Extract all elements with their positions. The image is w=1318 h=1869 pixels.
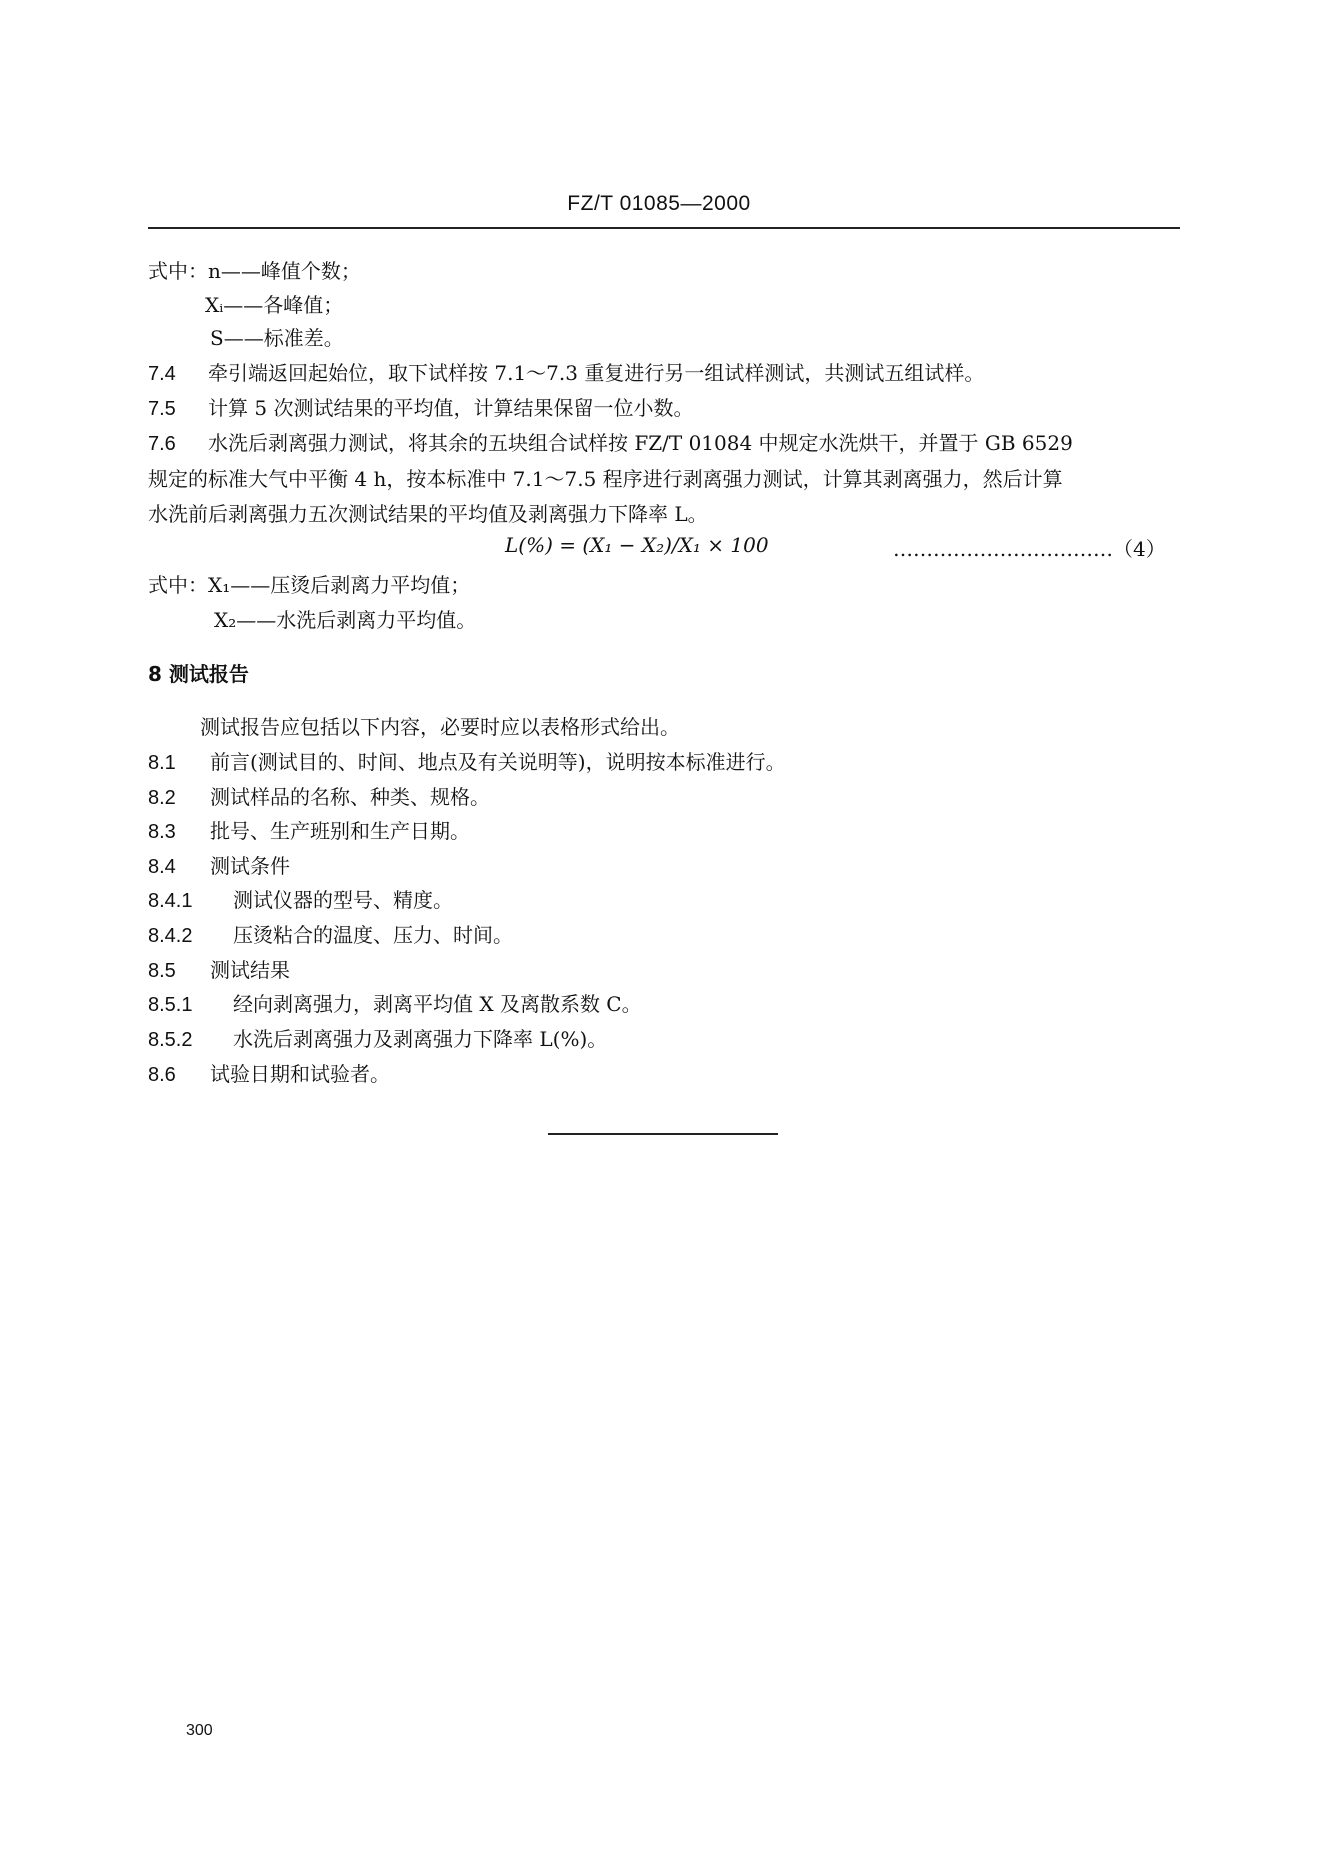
equation-4: L(%) = (X₁ − X₂)/X₁ × 100 xyxy=(505,533,769,557)
item-number: 8.5.2 xyxy=(148,1029,193,1051)
definition-xi: Xᵢ——各峰值； xyxy=(205,293,344,317)
report-item xyxy=(148,922,513,949)
section-8-title: 8 测试报告 xyxy=(148,662,249,686)
clause-text: 牵引端返回起始位，取下试样按 7.1～7.3 重复进行另一组试样测试，共测试五组试样。 xyxy=(208,361,985,385)
report-item xyxy=(148,887,453,914)
item-number: 8.2 xyxy=(148,787,176,809)
clause-7-4 xyxy=(148,360,984,387)
clause-7-6 xyxy=(148,430,1073,457)
clause-text: 计算 5 次测试结果的平均值，计算结果保留一位小数。 xyxy=(208,396,694,420)
end-rule xyxy=(548,1133,778,1135)
clause-7-6-line2: 规定的标准大气中平衡 4 h，按本标准中 7.1～7.5 程序进行剥离强力测试，计算其剥离强力，然后计算 xyxy=(148,467,1063,491)
item-text: 水洗后剥离强力及剥离强力下降率 L(%)。 xyxy=(233,1027,608,1051)
definition-x1: 式中：X₁——压烫后剥离力平均值； xyxy=(148,573,471,597)
clause-text: 水洗后剥离强力测试，将其余的五块组合试样按 FZ/T 01084 中规定水洗烘干，并置于 GB 6529 xyxy=(208,431,1073,455)
item-text: 经向剥离强力，剥离平均值 X 及离散系数 C。 xyxy=(233,992,642,1016)
section-8-intro: 测试报告应包括以下内容，必要时应以表格形式给出。 xyxy=(200,715,680,739)
clause-number: 7.5 xyxy=(148,398,176,420)
item-number: 8.4 xyxy=(148,856,176,878)
equation-number: ……………………………（4） xyxy=(893,537,1166,561)
report-item xyxy=(148,749,786,776)
report-item xyxy=(148,991,642,1018)
document-code: FZ/T 01085—2000 xyxy=(567,192,751,215)
item-number: 8.4.2 xyxy=(148,925,193,947)
item-number: 8.1 xyxy=(148,752,176,774)
definition-x2: X₂——水洗后剥离力平均值。 xyxy=(214,608,477,632)
item-text: 测试样品的名称、种类、规格。 xyxy=(210,785,490,809)
item-number: 8.3 xyxy=(148,821,176,843)
item-number: 8.6 xyxy=(148,1064,176,1086)
report-item xyxy=(148,818,470,845)
clause-7-5 xyxy=(148,395,693,422)
report-item xyxy=(148,1026,607,1053)
clause-number: 7.6 xyxy=(148,433,176,455)
item-number: 8.5.1 xyxy=(148,994,193,1016)
item-text: 压烫粘合的温度、压力、时间。 xyxy=(233,923,513,947)
item-number: 8.4.1 xyxy=(148,890,193,912)
item-number: 8.5 xyxy=(148,960,176,982)
report-item xyxy=(148,784,490,811)
item-text: 试验日期和试验者。 xyxy=(210,1062,390,1086)
definition-s: S——标准差。 xyxy=(210,326,344,350)
definition-n: 式中：n——峰值个数； xyxy=(148,259,361,283)
item-text: 测试条件 xyxy=(210,854,290,878)
item-text: 测试结果 xyxy=(210,958,290,982)
clause-7-6-line3: 水洗前后剥离强力五次测试结果的平均值及剥离强力下降率 L。 xyxy=(148,502,708,526)
clause-number: 7.4 xyxy=(148,363,176,385)
page-number: 300 xyxy=(186,1722,213,1739)
item-text: 测试仪器的型号、精度。 xyxy=(233,888,453,912)
report-item xyxy=(148,1061,390,1088)
item-text: 前言(测试目的、时间、地点及有关说明等)，说明按本标准进行。 xyxy=(210,750,786,774)
header-rule xyxy=(148,227,1180,229)
report-item xyxy=(148,853,290,880)
item-text: 批号、生产班别和生产日期。 xyxy=(210,819,470,843)
report-item xyxy=(148,957,290,984)
